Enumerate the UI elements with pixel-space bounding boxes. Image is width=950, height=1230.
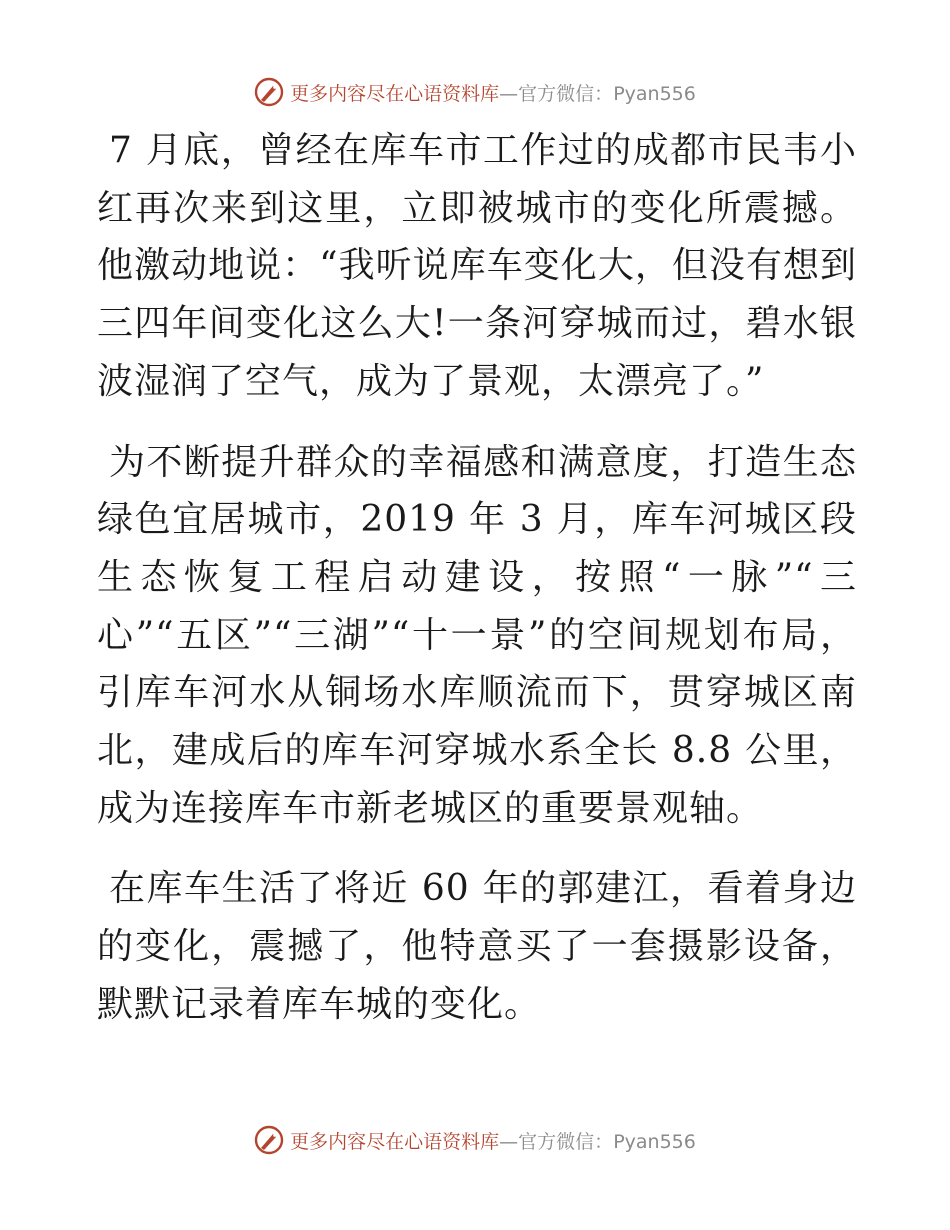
- header-banner: [0, 72, 950, 112]
- footer-promo: [290, 1127, 696, 1154]
- header-promo-text: 更多内容尽在心语资料库: [290, 82, 500, 105]
- header-separator: —: [499, 82, 519, 105]
- paragraph-3: 在库车生活了将近 60 年的郭建江，看着身边的变化，震撼了，他特意买了一套摄影设备，默默记录着库车城的变化。: [97, 868, 857, 1025]
- paragraph-2: 为不断提升群众的幸福感和满意度，打造生态绿色宜居城市，2019 年 3 月，库车河城区段生态恢复工程启动建设，按照“一脉”“三心”“五区”“三湖”“十一景”的空间规划布局，引库车河水从铜场水库顺流而下，贯穿城区南北，建成后的库车河穿城水系全长 8.8 公里，成为连接库车市新老城区的重要景观轴。: [97, 441, 857, 829]
- header-promo: [290, 79, 696, 106]
- footer-separator: —: [499, 1130, 519, 1153]
- header-sub-text: 官方微信：: [518, 82, 614, 105]
- footer-promo-text: 更多内容尽在心语资料库: [290, 1130, 500, 1153]
- pen-nib-logo-icon: [254, 1125, 284, 1155]
- article-body: [97, 122, 857, 1057]
- footer-banner: [0, 1120, 950, 1160]
- footer-sub-text: 官方微信：: [518, 1130, 614, 1153]
- pen-nib-logo-icon: [254, 77, 284, 107]
- paragraph-1: 7 月底，曾经在库车市工作过的成都市民韦小红再次来到这里，立即被城市的变化所震撼。他激动地说：“我听说库车变化大，但没有想到三四年间变化这么大!一条河穿城而过，碧水银波湿润了空气，成为了景观，太漂亮了。”: [97, 130, 857, 402]
- header-handle: Pyan556: [613, 82, 696, 105]
- footer-handle: Pyan556: [613, 1130, 696, 1153]
